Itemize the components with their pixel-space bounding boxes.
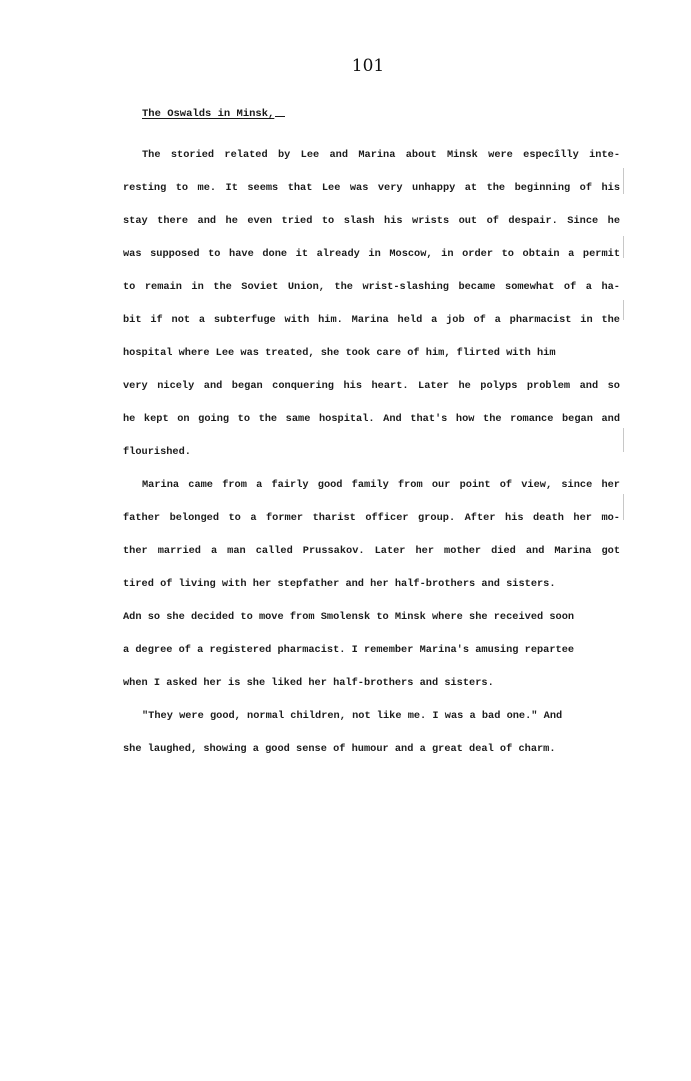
paragraph-1-line-4: was supposed to have done it already in Moscow, in order to obtain a permit (123, 248, 620, 260)
paragraph-1-line-7: hospital where Lee was treated, she took care of him, flirted with him (123, 347, 556, 359)
section-heading-text: The Oswalds in Minsk, (142, 108, 275, 120)
paragraph-1-line-6: bit if not a subterfuge with him. Marina held a job of a pharmacist in the (123, 314, 620, 326)
paragraph-1-line-5: to remain in the Soviet Union, the wrist-slashing became somewhat of a ha- (123, 281, 620, 293)
paragraph-1-line-2: resting to me. It seems that Lee was very unhappy at the beginning of his (123, 182, 620, 194)
section-heading (142, 108, 285, 120)
paragraph-1-line-1: The storied related by Lee and Marina about Minsk were especîlly inte- (142, 149, 620, 161)
paragraph-3-line-2: she laughed, showing a good sense of humour and a great deal of charm. (123, 743, 556, 755)
paragraph-1-line-8: very nicely and began conquering his heart. Later he polyps problem and so (123, 380, 620, 392)
paragraph-2-line-7: when I asked her is she liked her half-brothers and sisters. (123, 677, 494, 689)
scan-edge-mark (623, 236, 624, 258)
paragraph-1-line-10: flourished. (123, 446, 191, 458)
paragraph-1-line-9: he kept on going to the same hospital. And that's how the romance began and (123, 413, 620, 425)
paragraph-2-line-5: Adn so she decided to move from Smolensk to Minsk where she received soon (123, 611, 575, 623)
document-body (123, 139, 620, 766)
scan-edge-mark (623, 300, 624, 320)
paragraph-2-line-6: a degree of a registered pharmacist. I remember Marina's amusing repartee (123, 644, 575, 656)
paragraph-2-line-2: father belonged to a former tharist officer group. After his death her mo- (123, 512, 620, 524)
paragraph-3-line-1: "They were good, normal children, not like me. I was a bad one." And (142, 710, 563, 722)
scan-edge-mark (623, 428, 624, 452)
paragraph-2-line-3: ther married a man called Prussakov. Later her mother died and Marina got (123, 545, 620, 557)
scan-edge-mark (623, 494, 624, 520)
heading-underline-rule (275, 116, 285, 117)
paragraph-1-line-3: stay there and he even tried to slash his wrists out of despair. Since he (123, 215, 620, 227)
paragraph-2-line-1: Marina came from a fairly good family from our point of view, since her (142, 479, 620, 491)
page-number: 101 (351, 56, 385, 76)
paragraph-2-line-4: tired of living with her stepfather and her half-brothers and sisters. (123, 578, 556, 590)
scan-edge-mark (623, 168, 624, 194)
